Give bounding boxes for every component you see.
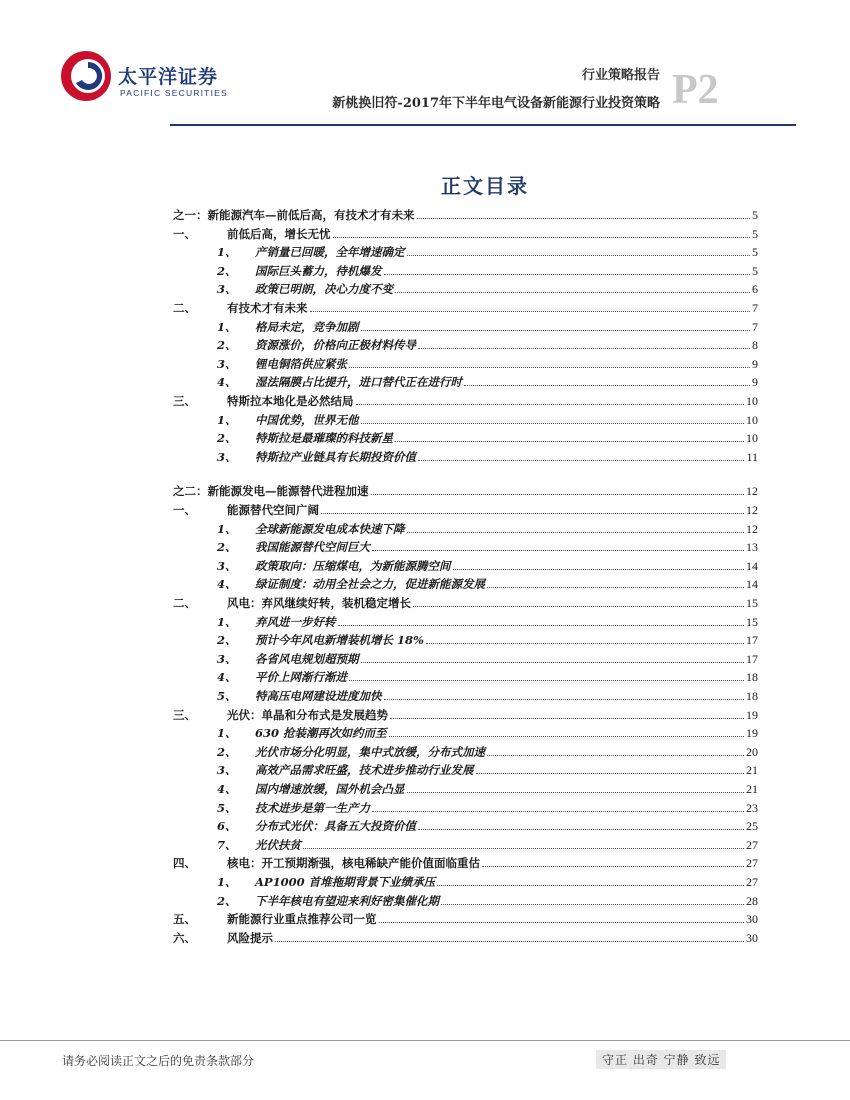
- toc-entry-page: 19: [746, 707, 758, 722]
- toc-leader-dots: [487, 586, 744, 588]
- toc-entry[interactable]: [173, 722, 758, 740]
- toc-entry-label: 政策已明朗，决心力度不变: [255, 282, 393, 297]
- logo-en-text: PACIFIC SECURITIES: [120, 88, 228, 98]
- toc-entry[interactable]: [173, 223, 758, 241]
- toc-entry-label: 湿法隔膜占比提升，进口替代正在进行时: [255, 375, 462, 390]
- toc-entry-label: 光伏：单晶和分布式是发展趋势: [227, 707, 388, 722]
- toc-entry[interactable]: [173, 241, 758, 259]
- toc-leader-dots: [487, 754, 744, 756]
- toc-entry[interactable]: [173, 871, 758, 889]
- toc-leader-dots: [395, 440, 744, 442]
- toc-entry-label: 特高压电网建设进度加快: [255, 689, 382, 703]
- toc-leader-dots: [356, 403, 745, 405]
- toc-entry[interactable]: [173, 536, 758, 554]
- toc-entry-number: 3、: [217, 356, 237, 371]
- toc-entry-number: 3、: [217, 651, 237, 666]
- toc-leader-dots: [417, 217, 751, 219]
- toc-entry-number: 4、: [217, 577, 237, 592]
- toc-entry-page: 30: [746, 930, 758, 945]
- toc-entry-label: AP1000 首堆拖期背景下业绩承压: [255, 875, 436, 889]
- toc-entry-page: 18: [746, 689, 758, 703]
- toc-leader-dots: [361, 422, 745, 424]
- toc-entry-label: 国际巨头蓄力，待机爆发: [255, 263, 382, 278]
- toc-entry[interactable]: [173, 890, 758, 908]
- toc-entry-label: 技术进步是第一生产力: [255, 800, 370, 815]
- toc-entry-label: 下半年核电有望迎来利好密集催化期: [255, 893, 439, 908]
- toc-entry-number: 三、: [173, 707, 196, 722]
- toc-entry-label: 全球新能源发电成本快速下降: [255, 521, 405, 536]
- toc-entry[interactable]: [173, 741, 758, 759]
- toc-leader-dots: [407, 531, 745, 533]
- footer-motto: 守正 出奇 宁静 致远: [596, 1050, 726, 1069]
- toc-entry-number: 4、: [217, 782, 237, 796]
- toc-entry-page: 5: [752, 226, 758, 241]
- toc-entry-number: 5、: [217, 689, 237, 703]
- report-type: 行业策略报告: [581, 68, 660, 83]
- toc-entry-page: 7: [752, 301, 758, 315]
- toc-entry-number: 2、: [217, 263, 237, 278]
- toc-leader-dots: [413, 605, 744, 607]
- toc-entry-number: 1、: [217, 521, 237, 536]
- toc-entry-number: 1、: [217, 614, 237, 629]
- toc-entry[interactable]: [173, 759, 758, 777]
- toc-leader-dots: [426, 642, 744, 644]
- toc-entry-number: 4、: [217, 375, 237, 390]
- toc-leader-dots: [384, 273, 751, 275]
- toc-leader-dots: [303, 847, 744, 849]
- toc-entry-page: 23: [746, 800, 758, 815]
- toc-entry-page: 13: [746, 540, 758, 555]
- toc-entry-label: 锂电铜箔供应紧张: [255, 356, 347, 371]
- page-number: P2: [672, 67, 719, 113]
- toc-entry[interactable]: [173, 927, 758, 945]
- toc-entry-page: 17: [746, 651, 758, 666]
- toc-leader-dots: [372, 549, 744, 551]
- toc-leader-dots: [389, 735, 744, 737]
- toc-entry[interactable]: [173, 297, 758, 315]
- toc-leader-dots: [390, 717, 744, 719]
- toc-entry[interactable]: [173, 611, 758, 629]
- toc-entry[interactable]: [173, 316, 758, 334]
- toc-entry-page: 6: [752, 282, 758, 297]
- toc-entry-label: 各省风电规划超预期: [255, 651, 359, 666]
- toc-entry-label: 弃风进一步好转: [255, 614, 336, 629]
- toc-entry-number: 二、: [173, 301, 196, 315]
- toc-leader-dots: [407, 254, 751, 256]
- toc-entry[interactable]: [173, 648, 758, 666]
- toc-entry-number: 2、: [217, 633, 237, 648]
- toc-entry-page: 17: [746, 633, 758, 648]
- toc-entry-label: 高效产品需求旺盛，技术进步推动行业发展: [255, 763, 474, 778]
- toc-entry-number: 6、: [217, 819, 237, 834]
- toc-entry-label: 特斯拉本地化是必然结局: [227, 394, 354, 408]
- toc-entry[interactable]: [173, 592, 758, 610]
- toc-entry-label: 风险提示: [227, 930, 273, 945]
- toc-entry-label: 光伏市场分化明显，集中式放缓，分布式加速: [255, 744, 485, 759]
- toc-entry-number: 2、: [217, 540, 237, 555]
- toc-entry-label: 特斯拉产业链具有长期投资价值: [255, 449, 416, 464]
- toc-entry-label: 我国能源替代空间巨大: [255, 540, 370, 555]
- toc-leader-dots: [349, 679, 744, 681]
- toc-entry-page: 10: [746, 412, 758, 427]
- toc-entry[interactable]: [173, 797, 758, 815]
- toc-entry[interactable]: [173, 629, 758, 647]
- toc-entry[interactable]: [173, 908, 758, 926]
- toc-leader-dots: [441, 903, 744, 905]
- toc-entry-label: 分布式光伏：具备五大投资价值: [255, 819, 416, 834]
- toc-entry-number: 2、: [217, 338, 237, 353]
- toc-entry-page: 25: [746, 819, 758, 834]
- header-rule: [170, 124, 796, 126]
- footer-disclaimer: 请务必阅读正文之后的免责条款部分: [62, 1054, 255, 1068]
- toc-leader-dots: [321, 512, 744, 514]
- toc-entry-page: 21: [746, 763, 758, 778]
- toc-entry-number: 2、: [217, 744, 237, 759]
- toc-entry-page: 9: [752, 356, 758, 371]
- toc-entry[interactable]: [173, 666, 758, 684]
- toc-entry[interactable]: [173, 518, 758, 536]
- toc-entry[interactable]: [173, 204, 758, 222]
- toc-entry-label: 平价上网渐行渐进: [255, 670, 347, 685]
- toc-entry-label: 产销量已回暖，全年增速确定: [255, 245, 405, 260]
- toc-leader-dots: [407, 791, 745, 793]
- toc-entry-page: 12: [746, 484, 758, 499]
- toc-entry-number: 3、: [217, 763, 237, 778]
- toc-entry-number: 4、: [217, 670, 237, 685]
- toc-entry-label: 资源涨价，价格向正极材料传导: [255, 338, 416, 353]
- toc-leader-dots: [275, 940, 744, 942]
- toc-leader-dots: [464, 384, 750, 386]
- footer-rule: [0, 1040, 850, 1041]
- toc-entry-label: 有技术才有未来: [227, 301, 308, 315]
- toc-entry-page: 8: [752, 338, 758, 353]
- report-title: 新桃换旧符-2017年下半年电气设备新能源行业投资策略: [332, 96, 660, 111]
- toc-entry-label: 前低后高，增长无忧: [227, 226, 331, 241]
- toc-entry-number: 四、: [173, 856, 196, 871]
- logo-cn-text: 太平洋证券: [118, 66, 219, 88]
- toc-entry-page: 27: [746, 856, 758, 871]
- toc-entry-number: 一、: [173, 503, 196, 517]
- toc-entry-page: 12: [746, 503, 758, 517]
- toc-entry[interactable]: [173, 834, 758, 852]
- toc-entry-page: 30: [746, 912, 758, 927]
- toc-entry-number: 1、: [217, 319, 237, 334]
- toc-leader-dots: [482, 865, 744, 867]
- toc-entry-number: 2、: [217, 893, 237, 908]
- toc-entry-number: 五、: [173, 912, 196, 927]
- toc-entry-page: 5: [752, 263, 758, 278]
- toc-leader-dots: [338, 624, 745, 626]
- toc-entry-page: 10: [746, 431, 758, 446]
- toc-entry[interactable]: [173, 409, 758, 427]
- toc-entry-number: 二、: [173, 596, 196, 610]
- toc-entry[interactable]: [173, 852, 758, 870]
- toc-entry-number: 7、: [217, 837, 237, 852]
- toc-entry[interactable]: [173, 573, 758, 591]
- toc-entry-number: 3、: [217, 449, 237, 464]
- toc-entry-label: 预计今年风电新增装机增长 18%: [255, 633, 424, 648]
- toc-entry-label: 能源替代空间广阔: [227, 503, 319, 517]
- toc-entry-number: 一、: [173, 226, 196, 241]
- toc-entry[interactable]: [173, 685, 758, 703]
- toc-entry[interactable]: [173, 499, 758, 517]
- toc-leader-dots: [453, 568, 745, 570]
- toc-leader-dots: [418, 459, 744, 461]
- toc-entry-label: 新能源行业重点推荐公司一览: [227, 912, 377, 927]
- pacific-securities-logo-icon: [58, 48, 114, 104]
- toc-entry[interactable]: [173, 480, 758, 498]
- toc-entry-page: 27: [746, 875, 758, 889]
- toc-entry-number: 六、: [173, 930, 196, 945]
- toc-leader-dots: [372, 810, 744, 812]
- toc-entry-page: 27: [746, 837, 758, 852]
- toc-leader-dots: [310, 310, 751, 312]
- toc-entry-page: 10: [746, 394, 758, 408]
- toc-entry-number: 3、: [217, 558, 237, 573]
- toc-title: 正文目录: [441, 174, 529, 198]
- toc-entry-label: 之一：新能源汽车—前低后高，有技术才有未来: [173, 208, 415, 222]
- toc-leader-dots: [379, 921, 745, 923]
- toc-entry[interactable]: [173, 260, 758, 278]
- toc-entry[interactable]: [173, 555, 758, 573]
- toc-entry-label: 绿证制度：动用全社会之力，促进新能源发展: [255, 577, 485, 592]
- toc-entry-page: 21: [746, 782, 758, 796]
- toc-entry[interactable]: [173, 778, 758, 796]
- toc-leader-dots: [395, 291, 750, 293]
- toc-entry-number: 2、: [217, 431, 237, 446]
- toc-entry-label: 之二：新能源发电—能源替代进程加速: [173, 484, 369, 499]
- toc-entry-page: 20: [746, 744, 758, 759]
- toc-leader-dots: [361, 329, 751, 331]
- toc-leader-dots: [361, 661, 745, 663]
- page-header: [0, 0, 850, 130]
- toc-entry-page: 9: [752, 375, 758, 390]
- toc-entry-label: 格局未定，竞争加剧: [255, 319, 359, 334]
- toc-leader-dots: [349, 366, 750, 368]
- toc-entry[interactable]: [173, 704, 758, 722]
- toc-entry-page: 5: [752, 208, 758, 222]
- toc-entry-number: 三、: [173, 394, 196, 408]
- toc-entry-number: 1、: [217, 412, 237, 427]
- toc-leader-dots: [418, 347, 750, 349]
- toc-leader-dots: [476, 772, 745, 774]
- toc-entry-page: 12: [746, 521, 758, 536]
- toc-entry-page: 18: [746, 670, 758, 685]
- toc-entry-page: 14: [746, 577, 758, 592]
- toc-entry[interactable]: [173, 815, 758, 833]
- toc-entry-label: 风电：弃风继续好转，装机稳定增长: [227, 596, 411, 610]
- toc-entry[interactable]: [173, 278, 758, 296]
- toc-entry[interactable]: [173, 427, 758, 445]
- toc-leader-dots: [384, 698, 745, 700]
- toc-leader-dots: [333, 236, 751, 238]
- toc-entry-label: 中国优势，世界无他: [255, 412, 359, 427]
- toc-entry-label: 核电：开工预期渐强，核电稀缺产能价值面临重估: [227, 856, 480, 871]
- toc-entry-page: 7: [752, 319, 758, 334]
- toc-entry-label: 630 抢装潮再次如约而至: [255, 726, 387, 741]
- toc-leader-dots: [371, 493, 745, 495]
- toc-entry-number: 1、: [217, 245, 237, 260]
- toc-entry-label: 政策取向：压缩煤电，为新能源腾空间: [255, 558, 451, 573]
- toc-entry[interactable]: [173, 334, 758, 352]
- toc-leader-dots: [418, 828, 744, 830]
- toc-entry-page: 15: [746, 596, 758, 610]
- toc-entry-page: 11: [746, 449, 758, 464]
- toc-entry-number: 3、: [217, 282, 237, 297]
- toc-leader-dots: [437, 884, 744, 886]
- toc-entry-page: 14: [746, 558, 758, 573]
- toc-entry-label: 国内增速放缓，国外机会凸显: [255, 782, 405, 796]
- toc-entry[interactable]: [173, 371, 758, 389]
- toc-entry-page: 15: [746, 614, 758, 629]
- toc-entry-label: 光伏扶贫: [255, 837, 301, 852]
- toc-entry[interactable]: [173, 390, 758, 408]
- toc-entry-page: 19: [746, 726, 758, 741]
- toc-entry[interactable]: [173, 353, 758, 371]
- toc-entry-page: 28: [746, 893, 758, 908]
- toc-entry-number: 1、: [217, 875, 237, 889]
- toc-entry-number: 1、: [217, 726, 237, 741]
- toc-entry-page: 5: [752, 245, 758, 260]
- toc-entry-number: 5、: [217, 800, 237, 815]
- toc-entry[interactable]: [173, 446, 758, 464]
- toc-entry-label: 特斯拉是最璀璨的科技新星: [255, 431, 393, 446]
